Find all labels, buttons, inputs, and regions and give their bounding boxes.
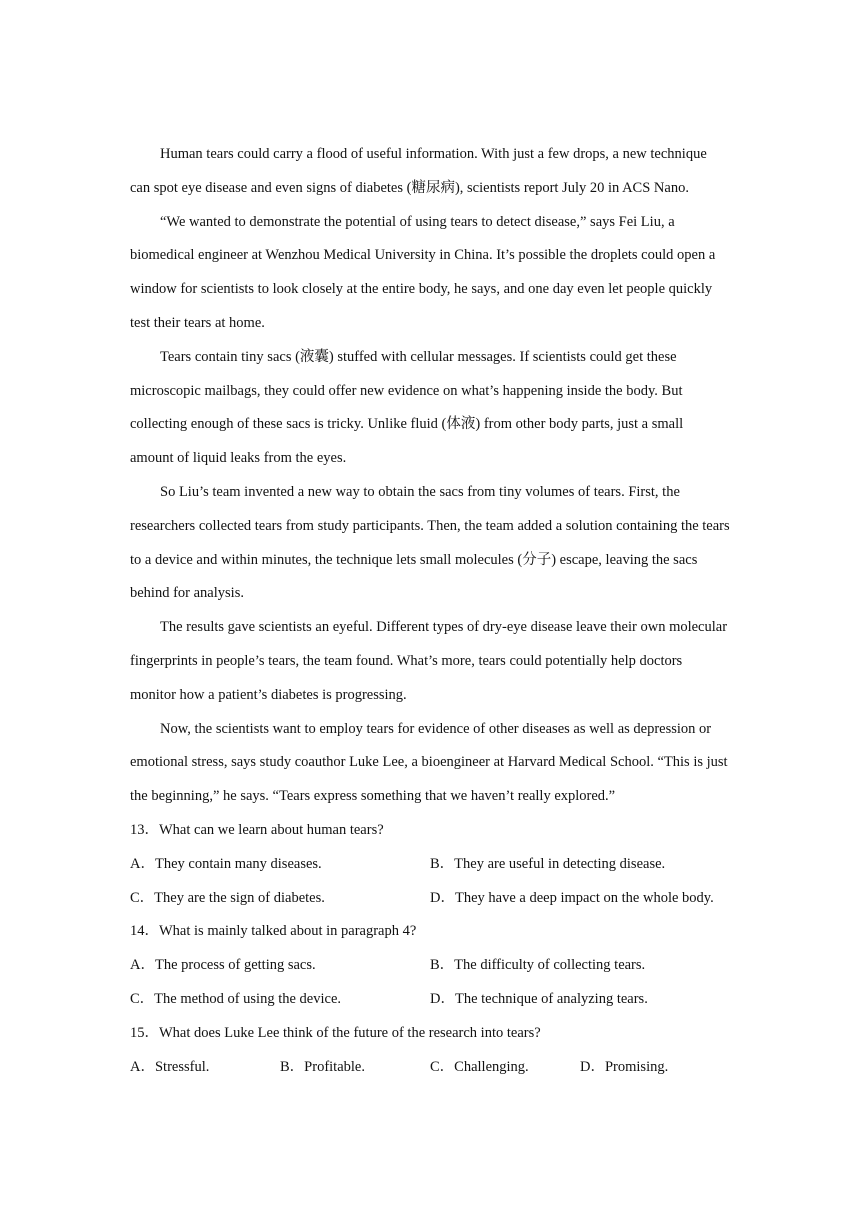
question-stem: 13．What can we learn about human tears? <box>130 821 384 838</box>
question-14 <box>130 915 730 1016</box>
option-a: A．Stressful. <box>130 1058 210 1075</box>
passage-paragraph-4: So Liu’s team invented a new way to obtain the sacs from tiny volumes of tears. First, the researchers collected tears from study participants. Then, the team added a solution containing the tears to a device and within minutes, the technique lets small molecules (分子) escape, leaving the sacs behind for analysis. <box>130 483 730 602</box>
passage-paragraph-2: “We wanted to demonstrate the potential of using tears to detect disease,” says Fei Liu, a biomedical engineer at Wenzhou Medical University in China. It’s possible the droplets could open a window for scientists to look closely at the entire body, he says, and one day even let people quickly test their tears at home. <box>130 213 716 331</box>
question-stem: 14．What is mainly talked about in paragraph 4? <box>130 923 417 940</box>
option-a: A．They contain many diseases. <box>130 855 322 872</box>
option-c: C．Challenging. <box>430 1058 529 1075</box>
option-b: B．Profitable. <box>280 1058 365 1075</box>
option-c: C．They are the sign of diabetes. <box>130 889 325 906</box>
answer-options <box>130 848 730 916</box>
passage-paragraph-6: Now, the scientists want to employ tears for evidence of other diseases as well as depression or emotional stress, says study coauthor Luke Lee, a bioengineer at Harvard Medical School. “This is just the beginning,” he says. “Tears express something that we haven’t really explored.” <box>130 720 728 805</box>
passage-paragraph-5: The results gave scientists an eyeful. Different types of dry-eye disease leave their own molecular fingerprints in people’s tears, the team found. What’s more, tears could potentially help doctors monitor how a patient’s diabetes is progressing. <box>130 619 728 703</box>
document-page <box>130 138 730 1084</box>
passage-paragraph-3: Tears contain tiny sacs (液囊) stuffed with cellular messages. If scientists could get these microscopic mailbags, they could offer new evidence on what’s happening inside the body. But collecting enough of these sacs is tricky. Unlike fluid (体液) from other body parts, just a small amount of liquid leaks from the eyes. <box>130 348 684 467</box>
passage-paragraph-1: Human tears could carry a flood of useful information. With just a few drops, a new technique can spot eye disease and even signs of diabetes (糖尿病), scientists report July 20 in ACS Nano. <box>130 146 707 196</box>
question-15 <box>130 1017 730 1085</box>
answer-options <box>130 949 730 1017</box>
option-d: D．The technique of analyzing tears. <box>430 990 648 1007</box>
reading-passage <box>130 138 730 814</box>
option-b: B．They are useful in detecting disease. <box>430 855 666 872</box>
question-stem: 15．What does Luke Lee think of the future of the research into tears? <box>130 1024 541 1041</box>
option-d: D．They have a deep impact on the whole body. <box>430 889 714 906</box>
option-b: B．The difficulty of collecting tears. <box>430 957 646 974</box>
option-c: C．The method of using the device. <box>130 990 342 1007</box>
option-a: A．The process of getting sacs. <box>130 957 316 974</box>
option-d: D．Promising. <box>580 1058 669 1075</box>
answer-options <box>130 1051 730 1085</box>
question-13 <box>130 814 730 915</box>
